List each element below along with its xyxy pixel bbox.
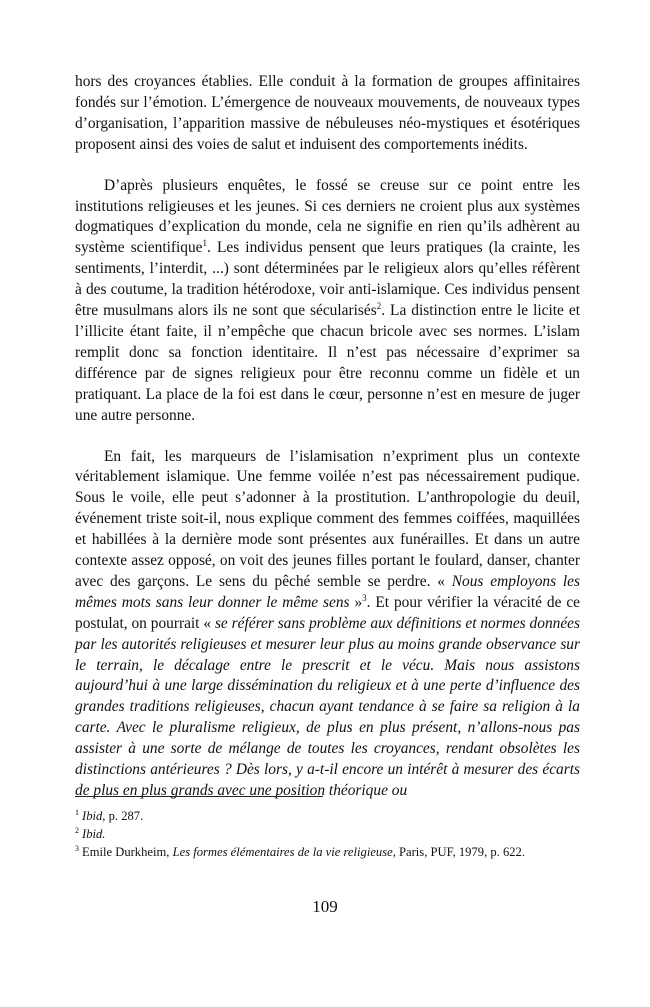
page-number: 109 (312, 897, 338, 916)
footnote-number: 1 (75, 808, 79, 817)
body-text (75, 72, 580, 802)
footnote (75, 825, 580, 843)
text-run: D’après plusieurs enquêtes, le fossé se creuse sur ce point entre les institutions religieuses et les jeunes. Si ces derniers ne croient plus aux systèmes dogmatiques d’explication du monde, cela ne signifie en rien qu’ils adhèrent au système scientifique (75, 176, 580, 257)
paragraph (75, 176, 580, 427)
text-run: . La distinction entre le licite et l’illicite étant faite, il n’empêche que chacun bricole avec ses normes. L’islam remplit donc sa fonction identitaire. Il n’est pas nécessaire d’exprimer sa différence par de signes religieux pour être reconnu comme un fidèle et un pratiquant. La place de la foi est dans le cœur, personne n’est en mesure de juger une autre personne. (75, 302, 580, 424)
footnote-number: 2 (75, 826, 79, 835)
footnote (75, 843, 580, 861)
footnote-ref: 2 (376, 301, 382, 312)
text-run: En fait, les marqueurs de l’islamisation n’expriment plus un contexte véritablement islamique. Une femme voilée n’est pas nécessairement pudique. Sous le voile, elle peut s’adonner à la prostitution. L’anthropologie du deuil, événement triste soit-il, nous explique comment des femmes coiffées, maquillées et habillées à la dernière mode sont présentes aux funérailles. Et dans un autre contexte assez opposé, on voit des jeunes filles portant le foulard, danser, chanter avec des garçons. Le sens du pêché semble se perdre. « (75, 447, 580, 590)
footnote-ref: 1 (202, 238, 207, 249)
italic-text: Les formes élémentaires de la vie religieuse (172, 845, 393, 859)
text-run: , p. 287. (102, 809, 144, 823)
text-run: , Paris, PUF, 1979, p. 622. (392, 845, 525, 859)
footnote-number: 3 (75, 844, 79, 853)
italic-text: Nous employons les mêmes mots sans leur donner le même sens (75, 572, 580, 611)
italic-text: Ibid. (82, 827, 106, 841)
italic-text: se référer sans problème aux définitions et normes données par les autorités religieuses et mesurer leur plus au moins grande observance sur le terrain, le décalage entre le prescrit et le vécu. Mais nous assistons aujourd’hui à une large dissémination du religieux et à une perte d’influence des grandes traditions religieuses, chacun ayant tendance à se faire sa religion à la carte. Avec le pluralisme religieux, de plus en plus présent, n’allons-nous pas assister à une sorte de mélange de toutes les croyances, rendant obsolètes les distinctions antérieures ? Dès lors, y a-t-il encore un intérêt à mesurer des écarts de plus en plus grands avec une position théorique ou (75, 614, 580, 799)
footnotes (75, 807, 580, 861)
text-run: . Et pour vérifier la véracité de ce postulat, on pourrait « (75, 593, 580, 632)
text-run: hors des croyances établies. Elle conduit à la formation de groupes affinitaires fondés sur l’émotion. L’émergence de nouveaux mouvements, de nouveaux types d’organisation, l’apparition massive de nébuleuses néo-mystiques et ésotériques proposent ainsi des voies de salut et induisent des comportements inédits. (75, 73, 580, 153)
text-run: Emile Durkheim, (82, 845, 173, 859)
footnote (75, 807, 580, 825)
paragraph (75, 447, 580, 802)
footnote-separator (75, 796, 323, 797)
paragraph (75, 72, 580, 156)
text-run: » (349, 593, 363, 611)
italic-text: Ibid (82, 809, 103, 823)
footnote-ref: 3 (362, 592, 367, 603)
text-run: . Les individus pensent que leurs pratiques (la crainte, les sentiments, l’interdit, ...) sont déterminées par le religieux alors qu’elles réfèrent à des coutume, la tradition hétérodoxe, voir anti-islamique. Ces individus pensent être musulmans alors ils ne sont que sécularisés (75, 239, 580, 320)
